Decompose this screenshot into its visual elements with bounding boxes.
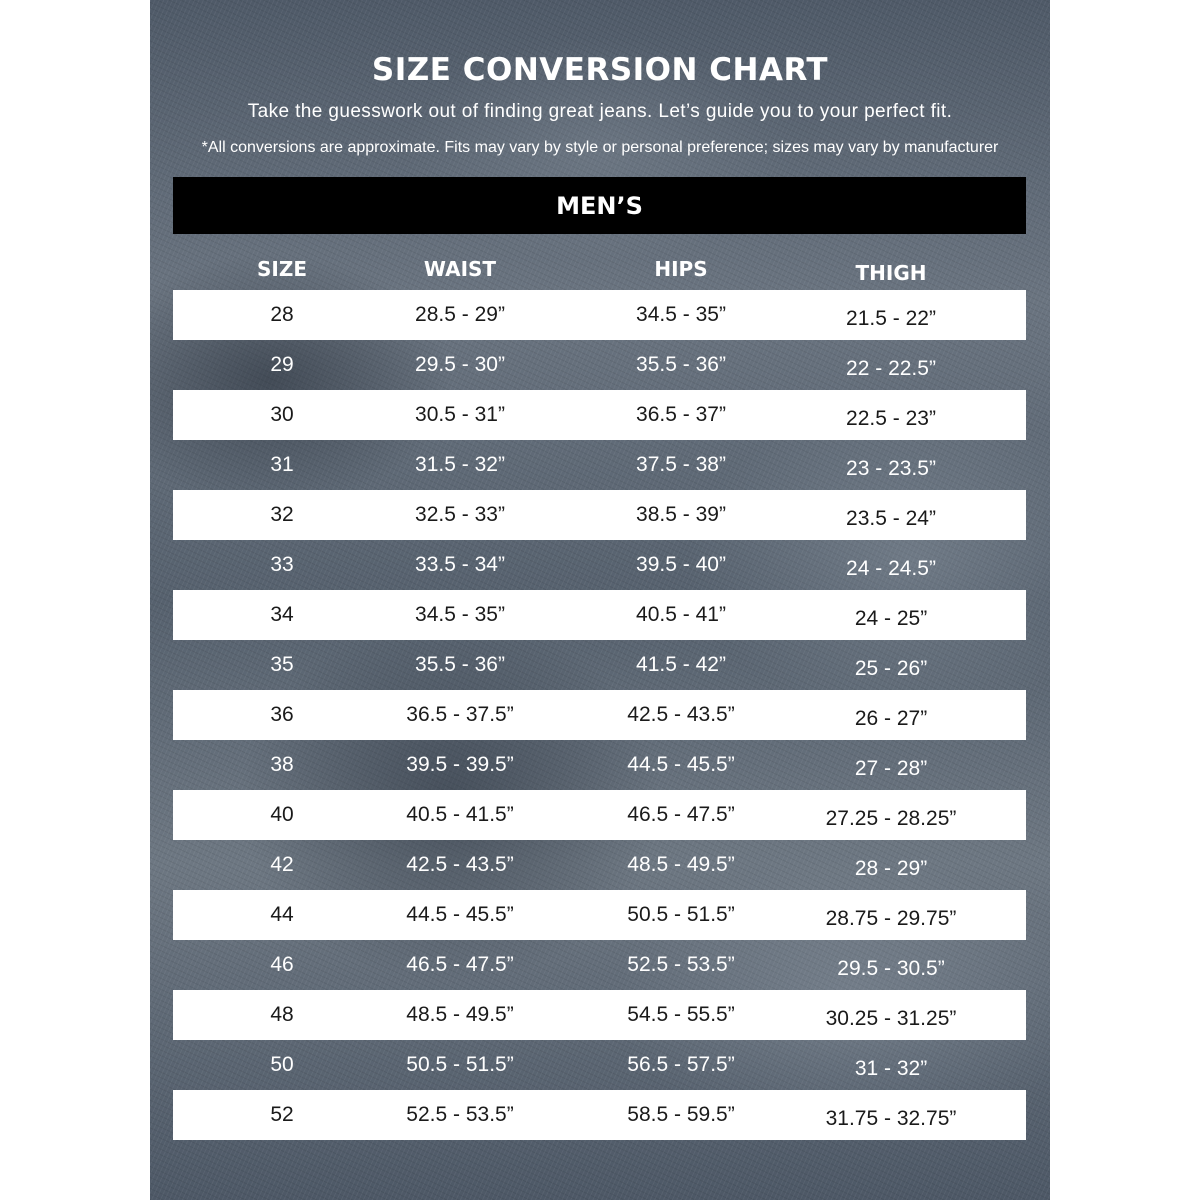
column-headers [173,252,1026,286]
waist-cell: 44.5 - 45.5” [406,903,514,926]
hips-cell: 37.5 - 38” [636,453,726,476]
thigh-cell: 31.75 - 32.75” [825,1107,957,1130]
waist-cell: 52.5 - 53.5” [406,1103,514,1126]
size-cell: 30 [270,403,294,426]
hips-cell: 41.5 - 42” [636,653,726,676]
waist-cell: 40.5 - 41.5” [406,803,514,826]
thigh-cell: 22.5 - 23” [846,407,936,430]
waist-cell: 32.5 - 33” [415,503,505,526]
waist-cell: 29.5 - 30” [415,353,505,376]
disclaimer-note: *All conversions are approximate. Fits may vary by style or personal preference; sizes may vary by manufacturer [201,139,999,156]
size-cell: 34 [270,603,294,626]
table-row [173,640,1026,690]
hips-cell: 40.5 - 41” [636,603,726,626]
hips-cell: 34.5 - 35” [636,303,726,326]
thigh-cell: 31 - 32” [854,1057,928,1080]
column-header-hips: HIPS [654,257,708,281]
hips-cell: 50.5 - 51.5” [627,903,735,926]
hips-cell: 42.5 - 43.5” [627,703,735,726]
thigh-cell: 27.25 - 28.25” [825,807,957,830]
size-cell: 33 [270,553,294,576]
size-cell: 52 [270,1103,294,1126]
table-row [173,940,1026,990]
hips-cell: 58.5 - 59.5” [627,1103,735,1126]
waist-cell: 28.5 - 29” [415,303,505,326]
table-row [173,340,1026,390]
hips-cell: 36.5 - 37” [636,403,726,426]
hips-cell: 46.5 - 47.5” [627,803,735,826]
waist-cell: 36.5 - 37.5” [406,703,514,726]
hips-cell: 35.5 - 36” [636,353,726,376]
table-row [173,1090,1026,1140]
column-header-waist: WAIST [423,257,497,281]
chart-title: SIZE CONVERSION CHART [371,52,829,88]
thigh-cell: 29.5 - 30.5” [837,957,945,980]
hips-cell: 48.5 - 49.5” [627,853,735,876]
thigh-cell: 30.25 - 31.25” [825,1007,957,1030]
table-row [173,440,1026,490]
hips-cell: 52.5 - 53.5” [627,953,735,976]
hips-cell: 44.5 - 45.5” [627,753,735,776]
thigh-cell: 27 - 28” [854,757,928,780]
thigh-cell: 28 - 29” [854,857,928,880]
size-cell: 40 [270,803,294,826]
hips-cell: 54.5 - 55.5” [627,1003,735,1026]
size-cell: 48 [270,1003,294,1026]
waist-cell: 30.5 - 31” [415,403,505,426]
waist-cell: 35.5 - 36” [415,653,505,676]
hips-cell: 39.5 - 40” [636,553,726,576]
table-row [173,290,1026,340]
size-cell: 44 [270,903,294,926]
size-cell: 35 [270,653,294,676]
size-cell: 38 [270,753,294,776]
hips-cell: 38.5 - 39” [636,503,726,526]
table-row [173,990,1026,1040]
section-label: MEN’S [556,191,643,220]
table-row [173,590,1026,640]
table-row [173,790,1026,840]
mens-section-header [173,177,1026,234]
waist-cell: 34.5 - 35” [415,603,505,626]
waist-cell: 39.5 - 39.5” [406,753,514,776]
column-header-thigh: THIGH [855,261,927,285]
waist-cell: 48.5 - 49.5” [406,1003,514,1026]
table-row [173,740,1026,790]
thigh-cell: 26 - 27” [854,707,928,730]
table-row [173,390,1026,440]
size-cell: 31 [270,453,294,476]
chart-subtitle: Take the guesswork out of finding great jeans. Let’s guide you to your perfect fit. [247,101,953,122]
thigh-cell: 25 - 26” [854,657,928,680]
waist-cell: 46.5 - 47.5” [406,953,514,976]
table-row [173,540,1026,590]
column-header-size: SIZE [256,257,307,281]
size-cell: 42 [270,853,294,876]
table-row [173,840,1026,890]
table-row [173,1040,1026,1090]
thigh-cell: 22 - 22.5” [846,357,936,380]
thigh-cell: 21.5 - 22” [846,307,936,330]
size-cell: 29 [270,353,294,376]
hips-cell: 56.5 - 57.5” [627,1053,735,1076]
size-chart-poster [150,0,1050,1200]
size-cell: 50 [270,1053,294,1076]
waist-cell: 42.5 - 43.5” [406,853,514,876]
thigh-cell: 28.75 - 29.75” [825,907,957,930]
waist-cell: 33.5 - 34” [415,553,505,576]
size-table [173,290,1026,1140]
thigh-cell: 24 - 25” [854,607,928,630]
thigh-cell: 24 - 24.5” [846,557,936,580]
table-row [173,490,1026,540]
size-cell: 36 [270,703,294,726]
thigh-cell: 23 - 23.5” [846,457,936,480]
thigh-cell: 23.5 - 24” [846,507,936,530]
waist-cell: 31.5 - 32” [415,453,505,476]
waist-cell: 50.5 - 51.5” [406,1053,514,1076]
table-row [173,690,1026,740]
size-cell: 28 [270,303,294,326]
size-cell: 46 [270,953,294,976]
size-cell: 32 [270,503,294,526]
table-row [173,890,1026,940]
